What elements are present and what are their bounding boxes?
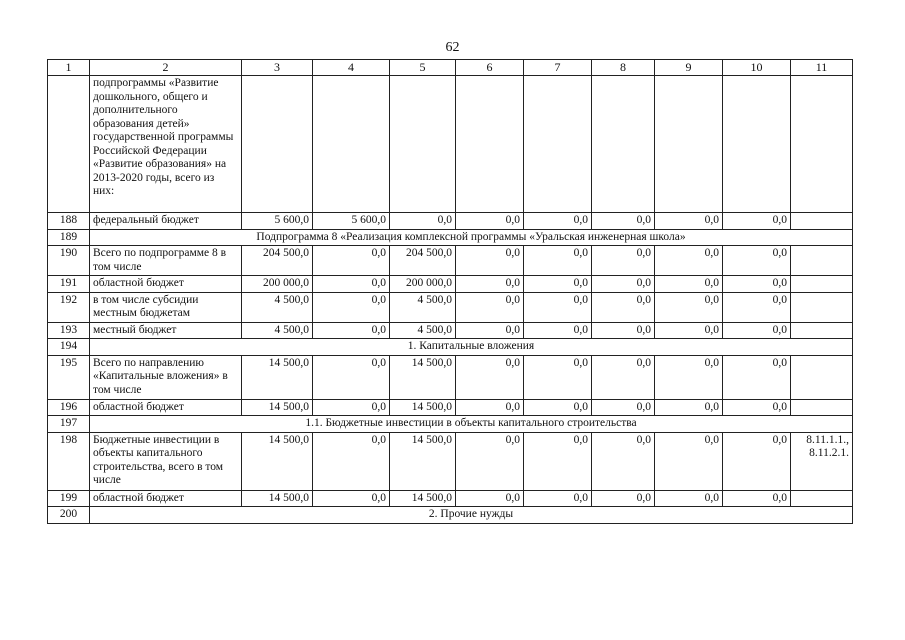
cell-empty [242,76,313,213]
section-row [48,416,853,433]
column-header: 8 [592,60,655,76]
row-name: местный бюджет [90,322,242,339]
value-cell: 14 500,0 [242,490,313,507]
value-cell: 0,0 [723,246,791,276]
row-number: 198 [48,432,90,490]
row-number: 191 [48,276,90,293]
row-number: 196 [48,399,90,416]
section-title: Подпрограмма 8 «Реализация комплексной программы «Уральская инженерная школа» [90,229,853,246]
value-cell: 5 600,0 [313,213,390,230]
value-cell: 0,0 [723,276,791,293]
value-cell: 0,0 [524,292,592,322]
code-cell [791,322,853,339]
cell-empty [313,76,390,213]
value-cell: 0,0 [723,322,791,339]
row-number [48,76,90,213]
column-header: 3 [242,60,313,76]
cell-empty [655,76,723,213]
value-cell: 0,0 [655,246,723,276]
value-cell: 0,0 [456,246,524,276]
row-number: 197 [48,416,90,433]
column-header: 7 [524,60,592,76]
budget-table [47,59,853,524]
value-cell: 0,0 [456,322,524,339]
value-cell: 0,0 [723,432,791,490]
code-cell [791,276,853,293]
page-number: 62 [445,40,460,55]
row-name: Всего по подпрограмме 8 в том числе [90,246,242,276]
column-header: 5 [390,60,456,76]
value-cell: 0,0 [592,355,655,399]
table-row [48,276,853,293]
row-name: федеральный бюджет [90,213,242,230]
value-cell: 14 500,0 [390,490,456,507]
value-cell: 0,0 [655,432,723,490]
section-row [48,507,853,524]
value-cell: 0,0 [456,213,524,230]
row-number: 193 [48,322,90,339]
value-cell: 0,0 [655,355,723,399]
continuation-row [48,76,853,213]
value-cell: 0,0 [313,399,390,416]
value-cell: 0,0 [313,322,390,339]
value-cell: 14 500,0 [390,432,456,490]
value-cell: 14 500,0 [242,399,313,416]
value-cell: 0,0 [592,322,655,339]
row-number: 195 [48,355,90,399]
value-cell: 5 600,0 [242,213,313,230]
row-name: областной бюджет [90,399,242,416]
value-cell: 0,0 [313,355,390,399]
column-header: 9 [655,60,723,76]
value-cell: 0,0 [655,292,723,322]
value-cell: 0,0 [592,292,655,322]
value-cell: 0,0 [723,213,791,230]
row-number: 192 [48,292,90,322]
column-header-row [48,60,853,76]
section-row [48,229,853,246]
table-row [48,490,853,507]
value-cell: 0,0 [655,399,723,416]
value-cell: 0,0 [723,292,791,322]
value-cell: 0,0 [655,490,723,507]
cell-empty [723,76,791,213]
row-number: 194 [48,339,90,356]
value-cell: 0,0 [524,322,592,339]
code-cell: 8.11.1.1., 8.11.2.1. [791,432,853,490]
value-cell: 204 500,0 [242,246,313,276]
column-header: 6 [456,60,524,76]
value-cell: 0,0 [524,246,592,276]
value-cell: 0,0 [723,355,791,399]
value-cell: 0,0 [390,213,456,230]
column-header: 10 [723,60,791,76]
code-cell [791,246,853,276]
code-cell [791,355,853,399]
column-header: 2 [90,60,242,76]
row-number: 190 [48,246,90,276]
table-row [48,292,853,322]
value-cell: 0,0 [592,399,655,416]
value-cell: 0,0 [592,246,655,276]
value-cell: 0,0 [313,276,390,293]
cell-empty [524,76,592,213]
value-cell: 0,0 [456,292,524,322]
value-cell: 0,0 [524,213,592,230]
row-name: в том числе субсидии местным бюджетам [90,292,242,322]
value-cell: 0,0 [456,399,524,416]
row-name: областной бюджет [90,490,242,507]
value-cell: 14 500,0 [390,399,456,416]
value-cell: 0,0 [592,276,655,293]
value-cell: 14 500,0 [242,355,313,399]
value-cell: 14 500,0 [390,355,456,399]
column-header: 1 [48,60,90,76]
value-cell: 200 000,0 [390,276,456,293]
value-cell: 0,0 [723,399,791,416]
code-cell [791,213,853,230]
value-cell: 0,0 [524,432,592,490]
value-cell: 0,0 [313,292,390,322]
cell-empty [592,76,655,213]
value-cell: 200 000,0 [242,276,313,293]
row-number: 189 [48,229,90,246]
section-row [48,339,853,356]
value-cell: 0,0 [655,276,723,293]
column-header: 11 [791,60,853,76]
value-cell: 4 500,0 [390,322,456,339]
row-number: 199 [48,490,90,507]
row-number: 188 [48,213,90,230]
table-row [48,213,853,230]
table-row [48,355,853,399]
section-title: 1.1. Бюджетные инвестиции в объекты капитального строительства [90,416,853,433]
table-row [48,432,853,490]
value-cell: 0,0 [313,490,390,507]
value-cell: 0,0 [592,490,655,507]
value-cell: 0,0 [524,276,592,293]
row-name: областной бюджет [90,276,242,293]
value-cell: 0,0 [456,355,524,399]
table-row [48,399,853,416]
value-cell: 14 500,0 [242,432,313,490]
value-cell: 0,0 [313,246,390,276]
value-cell: 4 500,0 [242,292,313,322]
table-row [48,322,853,339]
value-cell: 0,0 [456,432,524,490]
section-title: 2. Прочие нужды [90,507,853,524]
column-header: 4 [313,60,390,76]
value-cell: 4 500,0 [390,292,456,322]
code-cell [791,490,853,507]
row-name: подпрограммы «Развитие дошкольного, общего и дополнительного образования детей» государственной программы Российской Федерации «Развитие образования» на 2013-2020 годы, всего из них: [90,76,242,213]
code-cell [791,292,853,322]
value-cell: 0,0 [524,399,592,416]
value-cell: 0,0 [456,276,524,293]
row-name: Бюджетные инвестиции в объекты капитального строительства, всего в том числе [90,432,242,490]
value-cell: 0,0 [524,490,592,507]
value-cell: 0,0 [723,490,791,507]
row-name: Всего по направлению «Капитальные вложения» в том числе [90,355,242,399]
value-cell: 0,0 [655,213,723,230]
cell-empty [390,76,456,213]
cell-empty [456,76,524,213]
section-title: 1. Капитальные вложения [90,339,853,356]
value-cell: 0,0 [592,213,655,230]
value-cell: 0,0 [655,322,723,339]
value-cell: 0,0 [456,490,524,507]
value-cell: 204 500,0 [390,246,456,276]
table-row [48,246,853,276]
value-cell: 0,0 [524,355,592,399]
value-cell: 4 500,0 [242,322,313,339]
cell-empty [791,76,853,213]
value-cell: 0,0 [313,432,390,490]
value-cell: 0,0 [592,432,655,490]
row-number: 200 [48,507,90,524]
code-cell [791,399,853,416]
